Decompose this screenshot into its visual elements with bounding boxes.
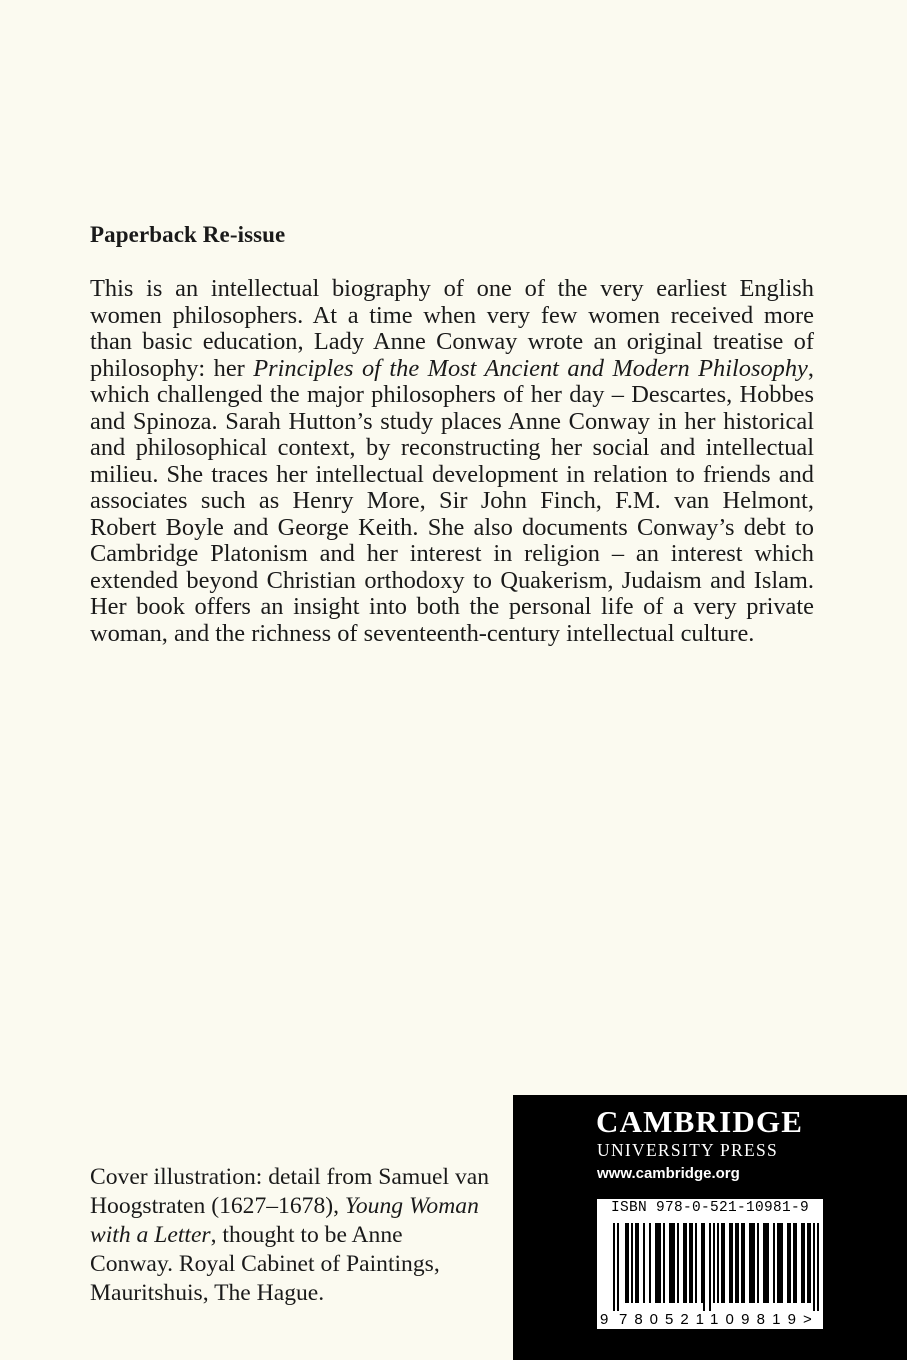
barcode-bar [763,1223,765,1303]
barcode-bar [737,1223,739,1303]
treatise-title: Principles of the Most Ancient and Modern Philosophy [253,354,808,382]
barcode-bar [743,1223,745,1303]
section-heading: Paperback Re-issue [90,222,286,247]
barcode-bar [637,1223,639,1303]
barcode-bar [801,1223,803,1303]
book-description [90,276,814,647]
barcode-bar [691,1223,693,1303]
barcode-bar [627,1223,629,1303]
barcode-bar [817,1223,819,1311]
cover-illustration-credit [90,1163,490,1308]
barcode-bar [695,1223,697,1303]
barcode-bar [789,1223,791,1303]
publisher-logo-subname: UNIVERSITY PRESS [597,1140,779,1160]
barcode-bar [749,1223,751,1303]
barcode-bar [625,1223,627,1303]
description-part-1: This is an intellectual biography of one of the very earliest English women philosophers. At a time when very few women received more than basic education, Lady Anne Conway wrote an original treatise of philosophy: her [90,275,814,382]
barcode-bar [779,1223,781,1303]
credit-part-2: , thought to be Anne Conway. Royal Cabinet of Paintings, Mauritshuis, The Hague. [90,1222,440,1306]
barcode-bar [655,1223,657,1303]
barcode-bar [685,1223,687,1303]
barcode-bar [773,1223,775,1303]
barcode-bar [663,1223,665,1303]
barcode-bar [795,1223,797,1303]
barcode-bar [677,1223,679,1303]
description-part-2: , which challenged the major philosophers of her day – Descartes, Hobbes and Spinoza. Sarah Hutton’s study places Anne Conway in her historical and philosophical context, by reconstructing her social and intellectual milieu. She traces her intellectual development in relation to friends and associates such as Henry More, Sir John Finch, F.M. van Helmont, Robert Boyle and George Keith. She also documents Conway’s debt to Cambridge Platonism and her interest in religion – an interest which extended beyond Christian orthodoxy to Quakerism, Judaism and Islam. Her book offers an insight into both the personal life of a very private woman, and the richness of seventeenth-century intellectual culture. [90,354,814,647]
barcode-bar [765,1223,767,1303]
barcode-bar [781,1223,783,1303]
barcode-bar [631,1223,633,1303]
barcode-bar [735,1223,737,1303]
barcode-bar [643,1223,645,1303]
barcode-digits-left: 780521 [619,1311,704,1328]
barcode-bar [635,1223,637,1303]
barcode-bar [813,1223,815,1311]
isbn-label: ISBN 978-0-521-10981-9 [610,1200,810,1216]
barcode-bar [689,1223,691,1303]
barcode-bar [787,1223,789,1303]
barcode-bar [703,1223,705,1311]
barcode-bar [701,1223,703,1303]
barcode-bar [767,1223,769,1303]
barcode-bar [803,1223,805,1303]
barcode-bar [613,1223,615,1311]
barcode-bar [673,1223,675,1303]
barcode-bar [713,1223,715,1303]
publisher-url: www.cambridge.org [597,1165,740,1182]
barcode-bar [709,1223,711,1311]
barcode-digits-right: 109819 [710,1311,796,1328]
barcode-bar [657,1223,659,1303]
barcode-bar [669,1223,671,1303]
barcode-bar [729,1223,731,1303]
barcode-digit-lead: 9 [600,1311,609,1328]
publisher-block [513,1095,907,1360]
barcode-graphic [597,1221,823,1329]
barcode-bar [731,1223,733,1303]
barcode-bar [757,1223,759,1303]
barcode-bar [671,1223,673,1303]
barcode-bar [649,1223,651,1303]
credit-part-1: Cover illustration: detail from Samuel van Hoogstraten (1627–1678), [90,1164,490,1219]
isbn-barcode [597,1199,823,1329]
barcode-bar [753,1223,755,1303]
publisher-logo-name: CAMBRIDGE [596,1104,804,1139]
barcode-bars [613,1223,819,1311]
barcode-bar [683,1223,685,1303]
barcode-bar [751,1223,753,1303]
barcode-bar [809,1223,811,1303]
barcode-bar [721,1223,723,1303]
barcode-bar [793,1223,795,1303]
barcode-bar [659,1223,661,1303]
barcode-bar [807,1223,809,1303]
barcode-bar [723,1223,725,1303]
barcode-bar [717,1223,719,1303]
barcode-bar [777,1223,779,1303]
barcode-digit-end: > [803,1311,812,1328]
barcode-bar [741,1223,743,1303]
barcode-bar [617,1223,619,1311]
painting-title: Young Woman with a Letter [90,1193,479,1248]
